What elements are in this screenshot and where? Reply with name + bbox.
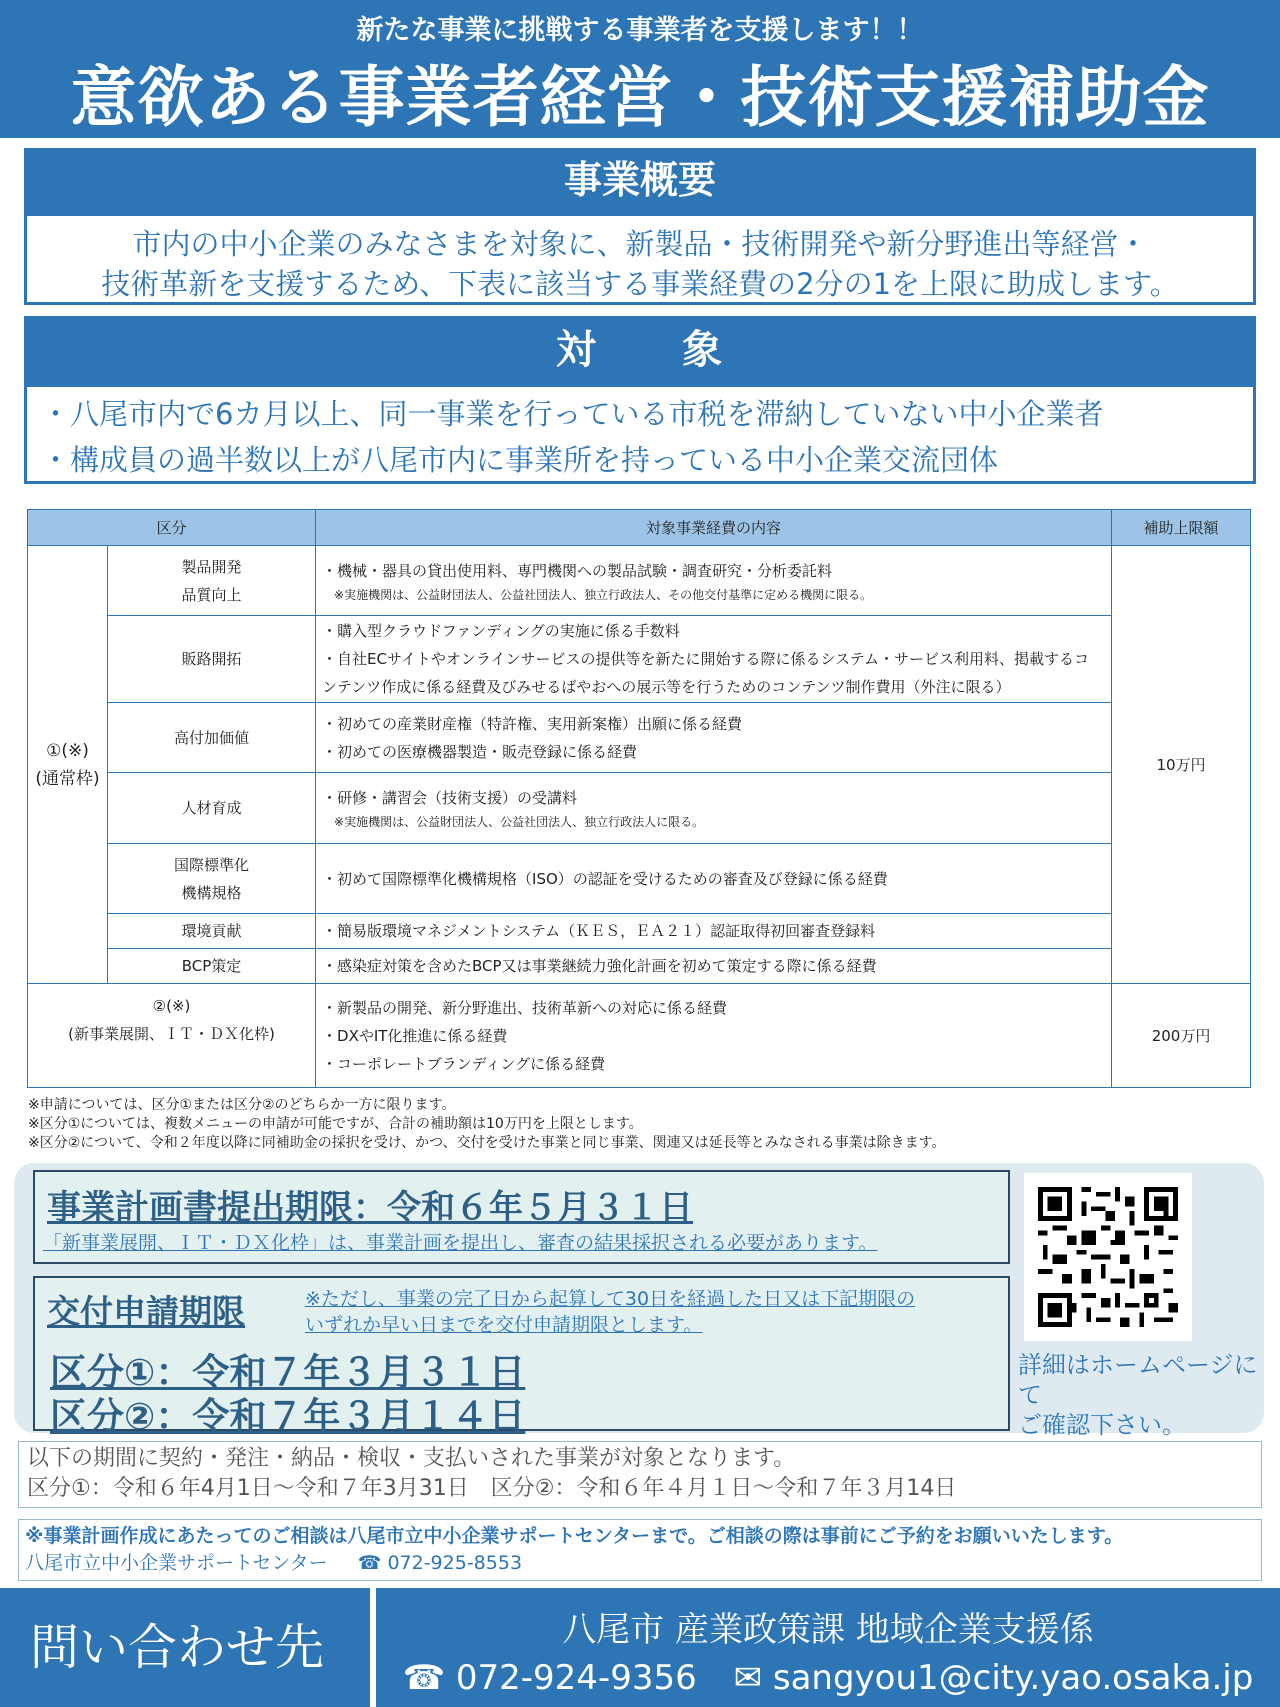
table-row <box>28 984 1251 1088</box>
expense-item: ・感染症対策を含めたBCP又は事業継続力強化計画を初めて策定する際に係る経費 <box>322 957 877 975</box>
overview-box <box>24 213 1256 305</box>
target-item: ・八尾市内で6カ月以上、同一事業を行っている市税を滞納していない中小企業者 <box>41 397 1104 431</box>
category-label: BCP策定 <box>181 957 242 975</box>
expense-item: ・自社ECサイトやオンラインサービスの提供等を新たに開始する際に係るシステム・サービス利用料、掲載するコ <box>322 650 1089 668</box>
expense-item: ・コーポレートブランディングに係る経費 <box>322 1054 606 1073</box>
category-label: 国際標準化 <box>174 855 250 874</box>
table-header: 補助上限額 <box>1112 510 1251 546</box>
overview-heading: 事業概要 <box>24 148 1256 213</box>
group1-label-cell <box>28 546 108 984</box>
group1-amount: 10万円 <box>1112 546 1251 984</box>
table-row <box>28 773 1251 844</box>
support-center-name: 八尾市立中小企業サポートセンター <box>25 1552 328 1574</box>
expense-cell <box>316 844 1112 914</box>
group2-label-cell <box>28 984 316 1088</box>
overview-line: 技術革新を支援するため、下表に該当する事業経費の2分の1を上限に助成します。 <box>101 267 1179 301</box>
overview-line: 市内の中小企業のみなさまを対象に、新製品・技術開発や新分野進出等経営・ <box>132 227 1148 261</box>
contact-office: 八尾市 産業政策課 地域企業支援係 <box>562 1610 1094 1650</box>
qr-hint-line: 詳細はホームページにて <box>1018 1351 1258 1409</box>
header-banner <box>0 0 1280 138</box>
expense-item: ・新製品の開発、新分野進出、技術革新への対応に係る経費 <box>322 998 728 1017</box>
contact-phone[interactable]: 072-924-9356 <box>455 1658 697 1698</box>
target-item: ・構成員の過半数以上が八尾市内に事業所を持っている中小企業交流団体 <box>41 443 999 477</box>
qr-code-icon <box>1038 1187 1178 1327</box>
phone-icon: ☎ <box>357 1552 382 1574</box>
qr-hint <box>1018 1350 1280 1440</box>
category-cell <box>108 546 316 616</box>
expense-cell <box>316 914 1112 949</box>
target-box <box>24 384 1256 484</box>
target-heading: 対 象 <box>24 316 1256 384</box>
plan-deadline-title: 事業計画書提出期限：令和６年５月３１日 <box>47 1188 693 1228</box>
consultation-notice: ※事業計画作成にあたってのご相談は八尾市立中小企業サポートセンターまで。ご相談の際は事前にご予約をお願いいたします。 <box>25 1525 1124 1547</box>
expense-note: ※実施機関は、公益財団法人、公益社団法人、独立行政法人に限る。 <box>334 815 705 829</box>
mail-icon: ✉ <box>733 1658 763 1698</box>
category-cell <box>108 844 316 914</box>
category-cell <box>108 616 316 703</box>
category-label: 品質向上 <box>181 585 242 604</box>
expense-cell <box>316 546 1112 616</box>
contact-label: 問い合わせ先 <box>0 1588 370 1707</box>
contact-email[interactable]: sangyou1@city.yao.osaka.jp <box>772 1658 1254 1698</box>
category-cell <box>108 703 316 773</box>
support-center-line <box>25 1550 1261 1577</box>
apply-deadline-k2: 区分②：令和７年３月１４日 <box>50 1395 526 1438</box>
qr-code[interactable] <box>1024 1173 1192 1341</box>
expense-cell <box>316 703 1112 773</box>
expense-item: ・研修・講習会（技術支援）の受講料 <box>322 789 578 807</box>
expense-item: ンテンツ作成に係る経費及びみせるばやおへの展示等を行うためのコンテンツ制作費用（外注に限る） <box>322 678 1011 696</box>
note-line: ※区分②について、令和２年度以降に同補助金の採択を受け、かつ、交付を受けた事業と同じ事業、関連又は延長等とみなされる事業は除きます。 <box>28 1135 946 1151</box>
expense-note: ※実施機関は、公益財団法人、公益社団法人、独立行政法人、その他交付基準に定める機関に限る。 <box>334 587 873 602</box>
group1-label: (通常枠) <box>35 768 100 789</box>
table-header: 区分 <box>28 510 316 546</box>
category-label: 人材育成 <box>181 799 242 817</box>
contact-line <box>376 1658 1280 1698</box>
expense-cell <box>316 616 1112 703</box>
expense-cell <box>316 984 1112 1088</box>
category-label: 高付加価値 <box>174 728 250 747</box>
expense-item: ・機械・器具の貸出使用料、専門機関への製品試験・調査研究・分析委託料 <box>322 561 833 580</box>
header-subtitle: 新たな事業に挑戦する事業者を支援します！！ <box>356 15 924 46</box>
expense-item: ・初めての産業財産権（特許権、実用新案権）出願に係る経費 <box>322 714 743 733</box>
period-line: 区分①：令和６年4月1日～令和７年3月31日 区分②：令和６年４月１日～令和７年３月14日 <box>27 1476 957 1501</box>
apply-deadline-note-line: いずれか早い日までを交付申請期限とします。 <box>305 1314 703 1336</box>
category-cell <box>108 914 316 949</box>
expense-item: ・初めて国際標準化機構規格（ISO）の認証を受けるための審査及び登録に係る経費 <box>322 869 888 888</box>
page-title: 意欲ある事業者経営・技術支援補助金 <box>70 59 1210 136</box>
subsidy-table <box>27 509 1251 1088</box>
category-cell <box>108 949 316 984</box>
note-line: ※区分①については、複数メニューの申請が可能ですが、合計の補助額は10万円を上限とします。 <box>28 1116 643 1132</box>
category-label: 販路開拓 <box>181 650 242 668</box>
group2-label: (新事業展開、ＩＴ・ＤＸ化枠) <box>68 1025 275 1043</box>
table-row <box>28 703 1251 773</box>
apply-deadline-box <box>33 1276 1010 1438</box>
period-line: 以下の期間に契約・発注・納品・検収・支払いされた事業が対象となります。 <box>27 1446 796 1471</box>
expense-cell <box>316 949 1112 984</box>
plan-deadline-box <box>33 1170 1010 1264</box>
contact-details <box>376 1588 1280 1707</box>
apply-deadline-note-line: ※ただし、事業の完了日から起算して30日を経過した日又は下記期限の <box>305 1288 916 1310</box>
expense-item: ・DXやIT化推進に係る経費 <box>322 1026 508 1045</box>
table-row <box>28 844 1251 914</box>
plan-deadline-note: 「新事業展開、ＩＴ・ＤＸ化枠」は、事業計画を提出し、審査の結果採択される必要があります。 <box>43 1232 878 1254</box>
group1-label: ①(※) <box>46 740 89 761</box>
apply-deadline-note <box>305 1286 915 1338</box>
table-row <box>28 616 1251 703</box>
expense-cell <box>316 773 1112 844</box>
qr-hint-line: ご確認下さい。 <box>1018 1411 1186 1439</box>
expense-item: ・初めての医療機器製造・販売登録に係る経費 <box>322 742 638 761</box>
support-center-phone[interactable]: 072-925-8553 <box>387 1552 523 1574</box>
group2-amount: 200万円 <box>1112 984 1251 1088</box>
category-label: 製品開発 <box>181 557 242 576</box>
note-line: ※申請については、区分①または区分②のどちらか一方に限ります。 <box>28 1097 456 1113</box>
table-row <box>28 914 1251 949</box>
consultation-box <box>18 1519 1262 1581</box>
table-notes <box>28 1096 945 1153</box>
table-header-row <box>28 510 1251 546</box>
table-row <box>28 949 1251 984</box>
category-label: 機構規格 <box>181 883 242 902</box>
apply-deadline-k1: 区分①：令和７年３月３１日 <box>50 1351 526 1394</box>
eligible-period-box <box>18 1441 1262 1508</box>
phone-icon: ☎ <box>402 1658 446 1698</box>
table-row <box>28 546 1251 616</box>
expense-item: ・簡易版環境マネジメントシステム（ＫＥＳ，ＥＡ２１）認証取得初回審査登録料 <box>322 922 876 940</box>
apply-deadline-title: 交付申請期限 <box>47 1292 245 1331</box>
category-label: 環境貢献 <box>181 922 242 940</box>
group2-label: ②(※) <box>152 997 191 1015</box>
expense-item: ・購入型クラウドファンディングの実施に係る手数料 <box>322 622 680 640</box>
category-cell <box>108 773 316 844</box>
table-header: 対象事業経費の内容 <box>316 510 1112 546</box>
